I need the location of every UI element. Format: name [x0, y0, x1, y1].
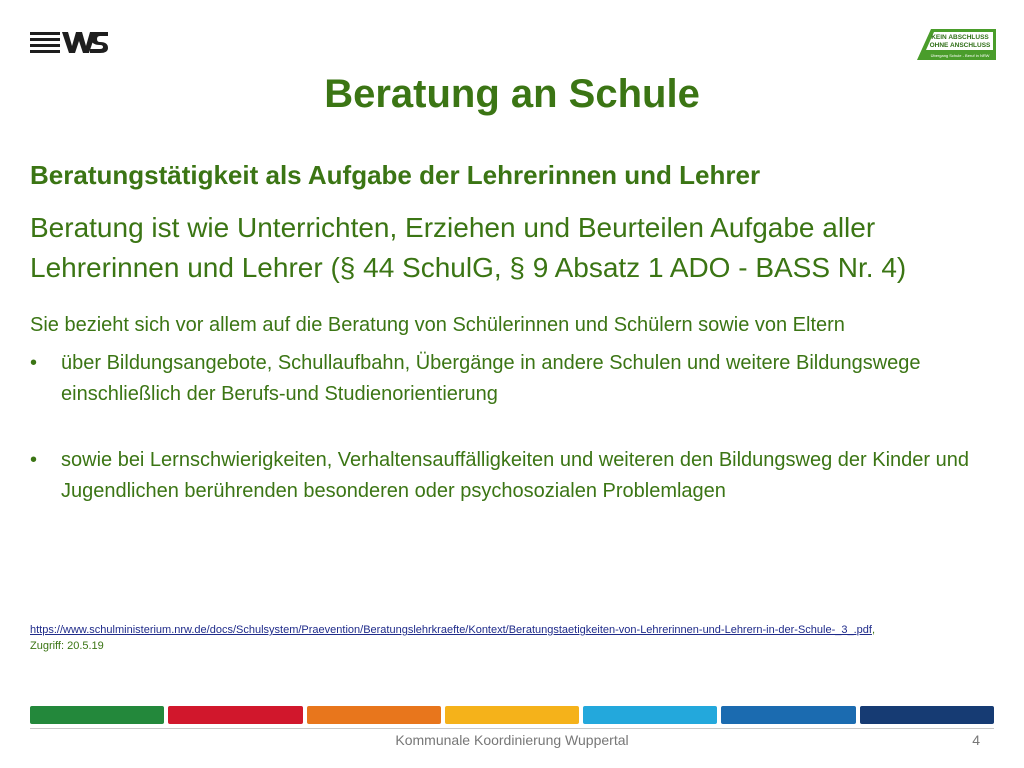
color-stripe-segment [583, 706, 717, 724]
kaoa-logo [917, 28, 997, 62]
source-link[interactable]: https://www.schulministerium.nrw.de/docs/Schulsystem/Praevention/Beratungslehrkraefte/Kontext/Beratungstaetigkeiten-von-Lehrerinnen-und-Lehrern-in-der-Schule-_3_.pdf [30, 624, 872, 636]
color-stripe-segment [168, 706, 302, 724]
footer-text: Kommunale Koordinierung Wuppertal [395, 732, 629, 748]
page-number: 4 [972, 732, 980, 748]
kaoa-logo-line1: KEIN ABSCHLUSS [931, 34, 989, 41]
color-stripe-bar [30, 706, 994, 724]
color-stripe-segment [721, 706, 855, 724]
wuppertal-logo [30, 30, 108, 54]
intro-text: Beratung ist wie Unterrichten, Erziehen und Beurteilen Aufgabe aller Lehrerinnen und Lehrer (§ 44 SchulG, § 9 Absatz 1 ADO - BASS Nr. 4) [30, 212, 907, 283]
kaoa-logo-line3: Übergang Schule - Beruf in NRW [930, 53, 990, 58]
bullet-text: sowie bei Lernschwierigkeiten, Verhaltensauffälligkeiten und weiteren den Bildungsweg der Kinder und Jugendlichen berührenden besonderen oder psychosozialen Problemlagen [61, 449, 969, 502]
kaoa-logo-line2: OHNE ANSCHLUSS [929, 42, 991, 49]
bullet-item [30, 445, 980, 507]
lead-text: Sie bezieht sich vor allem auf die Beratung von Schülerinnen und Schülern sowie von Eltern [30, 314, 845, 336]
color-stripe-segment [30, 706, 164, 724]
source-citation [30, 622, 990, 654]
bullet-list [30, 348, 980, 507]
color-stripe-segment [307, 706, 441, 724]
color-stripe-segment [445, 706, 579, 724]
footer-divider [30, 728, 994, 729]
bullet-icon: • [30, 352, 38, 374]
bullet-icon: • [30, 449, 38, 471]
color-stripe-segment [860, 706, 994, 724]
slide-title: Beratung an Schule [324, 72, 700, 116]
bullet-text: über Bildungsangebote, Schullaufbahn, Übergänge in andere Schulen und weitere Bildungswege einschließlich der Berufs-und Studienorientierung [61, 352, 921, 405]
slide-subtitle: Beratungstätigkeit als Aufgabe der Lehrerinnen und Lehrer [30, 160, 761, 190]
bullet-item [30, 348, 980, 410]
source-separator: , [871, 624, 876, 636]
source-access-date: Zugriff: 20.5.19 [30, 640, 104, 652]
